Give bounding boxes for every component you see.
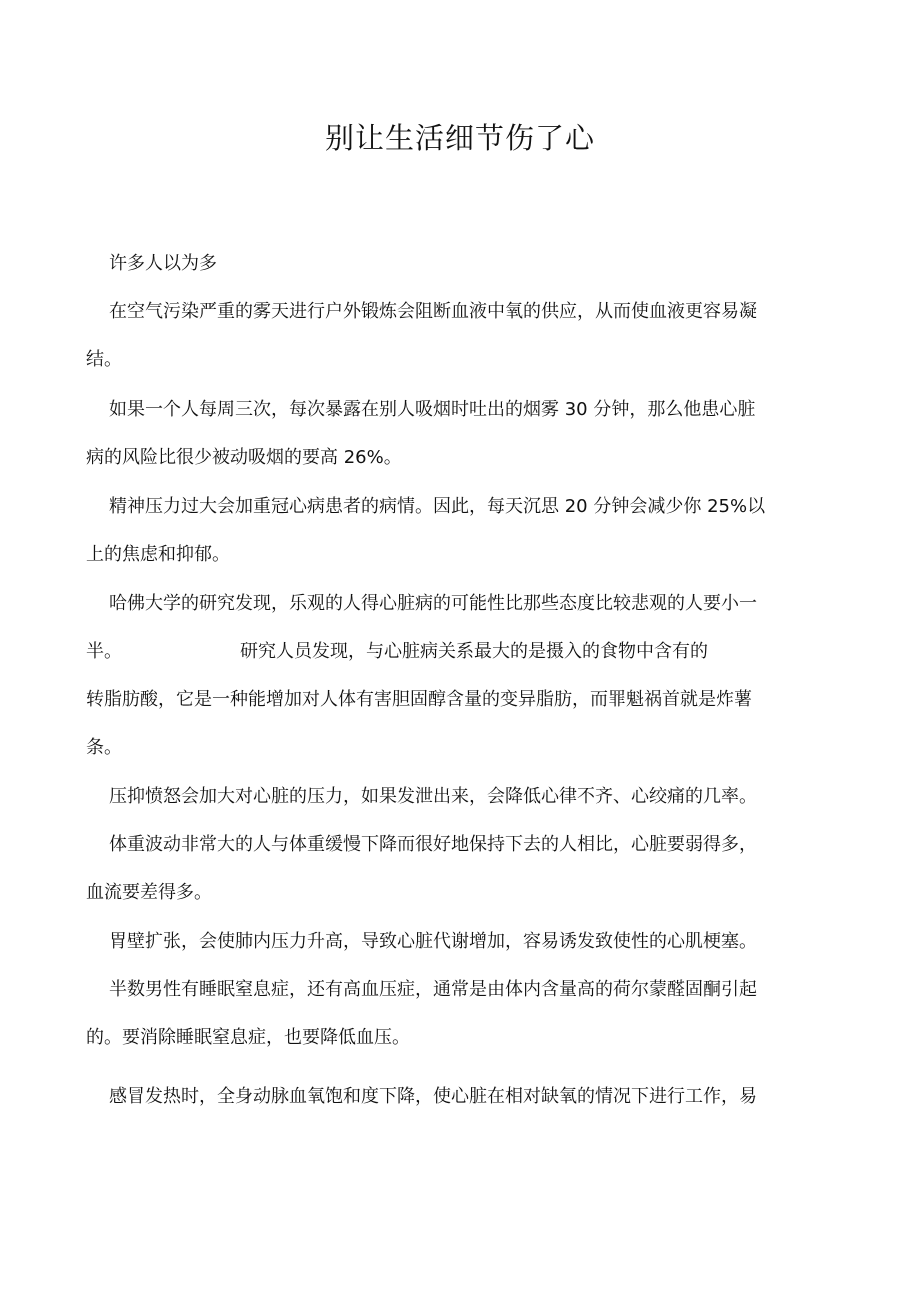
paragraph-line-composite xyxy=(86,628,846,676)
paragraph xyxy=(86,288,846,384)
paragraph xyxy=(86,580,846,772)
paragraph-line: 血流要差得多。 xyxy=(86,882,212,903)
paragraph-line: 的。要消除睡眠窒息症，也要降低血压。 xyxy=(86,1027,410,1048)
paragraph xyxy=(86,821,846,917)
paragraph-line: 结。 xyxy=(86,349,122,370)
paragraph-line: 精神压力过大会加重冠心病患者的病情。因此，每天沉思 20 分钟会减少你 25%以 xyxy=(109,496,766,517)
paragraph-line: 体重波动非常大的人与体重缓慢下降而很好地保持下去的人相比，心脏要弱得多， xyxy=(109,834,757,855)
paragraph-line: 许多人以为多 xyxy=(109,253,217,274)
paragraph-line: 病的风险比很少被动吸烟的要高 26%。 xyxy=(86,447,402,468)
paragraph xyxy=(86,1073,846,1121)
paragraph xyxy=(86,240,846,288)
paragraph-line: 胃壁扩张，会使肺内压力升高，导致心脏代谢增加，容易诱发致使性的心肌梗塞。 xyxy=(109,931,757,952)
paragraph-line: 如果一个人每周三次，每次暴露在别人吸烟时吐出的烟雾 30 分钟，那么他患心脏 xyxy=(109,399,756,420)
paragraph-line: 在空气污染严重的雾天进行户外锻炼会阻断血液中氧的供应，从而使血液更容易凝 xyxy=(109,301,757,322)
paragraph xyxy=(86,386,846,482)
paragraph xyxy=(86,918,846,966)
paragraph-line: 半数男性有睡眠窒息症，还有高血压症，通常是由体内含量高的荷尔蒙醛固酮引起 xyxy=(109,979,757,1000)
paragraph-line: 哈佛大学的研究发现，乐观的人得心脏病的可能性比那些态度比较悲观的人要小一 xyxy=(109,593,757,614)
paragraph-line: 压抑愤怒会加大对心脏的压力，如果发泄出来，会降低心律不齐、心绞痛的几率。 xyxy=(109,786,757,807)
paragraph-line: 感冒发热时，全身动脉血氧饱和度下降，使心脏在相对缺氧的情况下进行工作，易 xyxy=(109,1086,757,1107)
paragraph xyxy=(86,483,846,579)
document-title: 别让生活细节伤了心 xyxy=(324,121,595,155)
paragraph-line: 条。 xyxy=(86,737,122,758)
paragraph xyxy=(86,773,846,821)
paragraph-fragment: 半。 xyxy=(86,641,122,662)
paragraph xyxy=(86,966,846,1062)
paragraph-line: 转脂肪酸，它是一种能增加对人体有害胆固醇含量的变异脂肪，而罪魁祸首就是炸薯 xyxy=(86,689,752,710)
paragraph-fragment: 研究人员发现，与心脏病关系最大的是摄入的食物中含有的 xyxy=(240,641,708,662)
paragraph-line: 上的焦虑和抑郁。 xyxy=(86,544,230,565)
